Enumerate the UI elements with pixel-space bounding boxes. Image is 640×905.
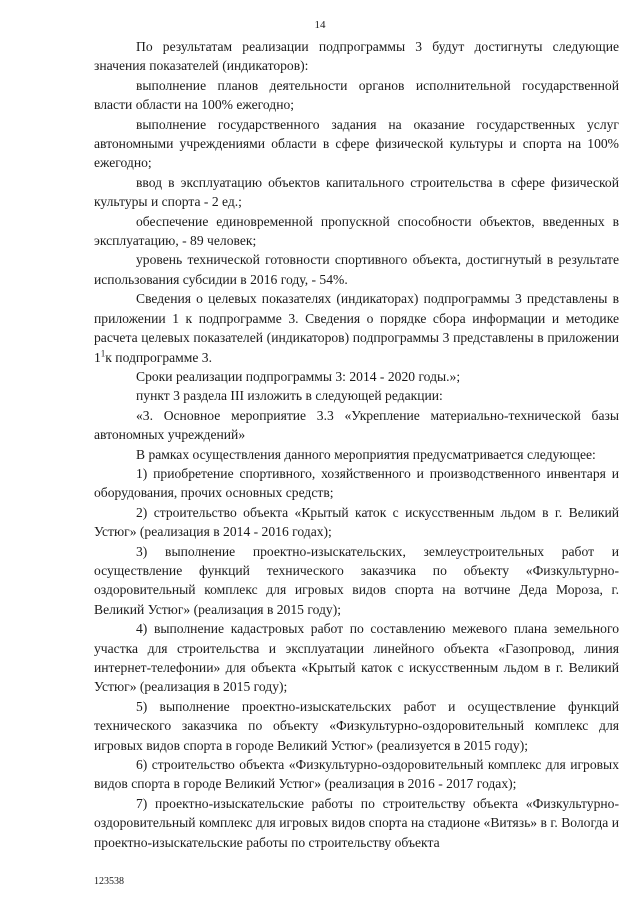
paragraph-with-superscript [94, 289, 619, 367]
list-item: 6) строительство объекта «Физкультурно-оздоровительный комплекс для игровых видов спорта в городе Великий Устюг» (реализация в 2016 - 2017 годах); [94, 757, 619, 792]
paragraph: Сроки реализации подпрограммы 3: 2014 - 2020 годы.»; [136, 368, 461, 384]
paragraph: выполнение государственного задания на оказание государственных услуг автономными учреждениями области в сфере физической культуры и спорта на 100% ежегодно; [94, 116, 619, 171]
paragraph: обеспечение единовременной пропускной способности объектов, введенных в эксплуатацию, - 89 человек; [94, 213, 619, 249]
page-number: 14 [314, 19, 326, 31]
document-body [94, 37, 619, 852]
paragraph: В рамках осуществления данного мероприятия предусматривается следующее: [136, 446, 596, 462]
superscript: 1 [100, 347, 106, 358]
list-item: 7) проектно-изыскательские работы по строительству объекта «Физкультурно-оздоровительный комплекс для игровых видов спорта на стадионе «Витязь» в г. Вологда и проектно-изыскательские работы по строительству объекта [94, 795, 619, 850]
document-code: 123538 [94, 876, 124, 887]
paragraph: выполнение планов деятельности органов исполнительной государственной власти области на 100% ежегодно; [94, 77, 619, 113]
paragraph: По результатам реализации подпрограммы 3 будут достигнуты следующие значения показателей (индикаторов): [94, 39, 619, 74]
paragraph-tail: к подпрограмме 3. [105, 349, 213, 365]
list-item: 4) выполнение кадастровых работ по составлению межевого плана земельного участка для строительства и эксплуатации линейного объекта «Газопровод, линия интернет-телефонии» для объекта «Крытый каток с искусственным льдом в г. Великий Устюг» (реализация в 2015 году); [94, 621, 619, 695]
list-item: 2) строительство объекта «Крытый каток с искусственным льдом в г. Великий Устюг» (реализация в 2014 - 2016 годах); [94, 504, 619, 540]
list-item: 3) выполнение проектно-изыскательских, землеустроительных работ и осуществление функций технического заказчика по объекту «Физкультурно-оздоровительный комплекс для игровых видов спорта на вотчине Деда Мороза, г. Великий Устюг» (реализация в 2015 году); [94, 543, 619, 617]
paragraph: ввод в эксплуатацию объектов капитального строительства в сфере физической культуры и спорта - 2 ед.; [94, 174, 619, 210]
paragraph: «3. Основное мероприятие 3.3 «Укрепление материально-технической базы автономных учреждений» [94, 407, 619, 443]
paragraph: уровень технической готовности спортивного объекта, достигнутый в результате использования субсидии в 2016 году, - 54%. [94, 252, 619, 287]
list-item: 5) выполнение проектно-изыскательских работ и осуществление функций технического заказчика по объекту «Физкультурно-оздоровительный комплекс для игровых видов спорта в городе Великий Устюг» (реализуется в 2015 году); [94, 698, 619, 753]
list-item: 1) приобретение спортивного, хозяйственного и производственного инвентаря и оборудования, прочих основных средств; [94, 465, 619, 501]
paragraph: пункт 3 раздела III изложить в следующей редакции: [136, 388, 443, 404]
paragraph-text: Сведения о целевых показателях (индикаторах) подпрограммы 3 представлены в приложении 1 к подпрограмме 3. Сведения о порядке сбора информации и методике расчета целевых показателей (индикаторов) подпрограммы 3 представлены в приложении 1 [94, 291, 619, 365]
